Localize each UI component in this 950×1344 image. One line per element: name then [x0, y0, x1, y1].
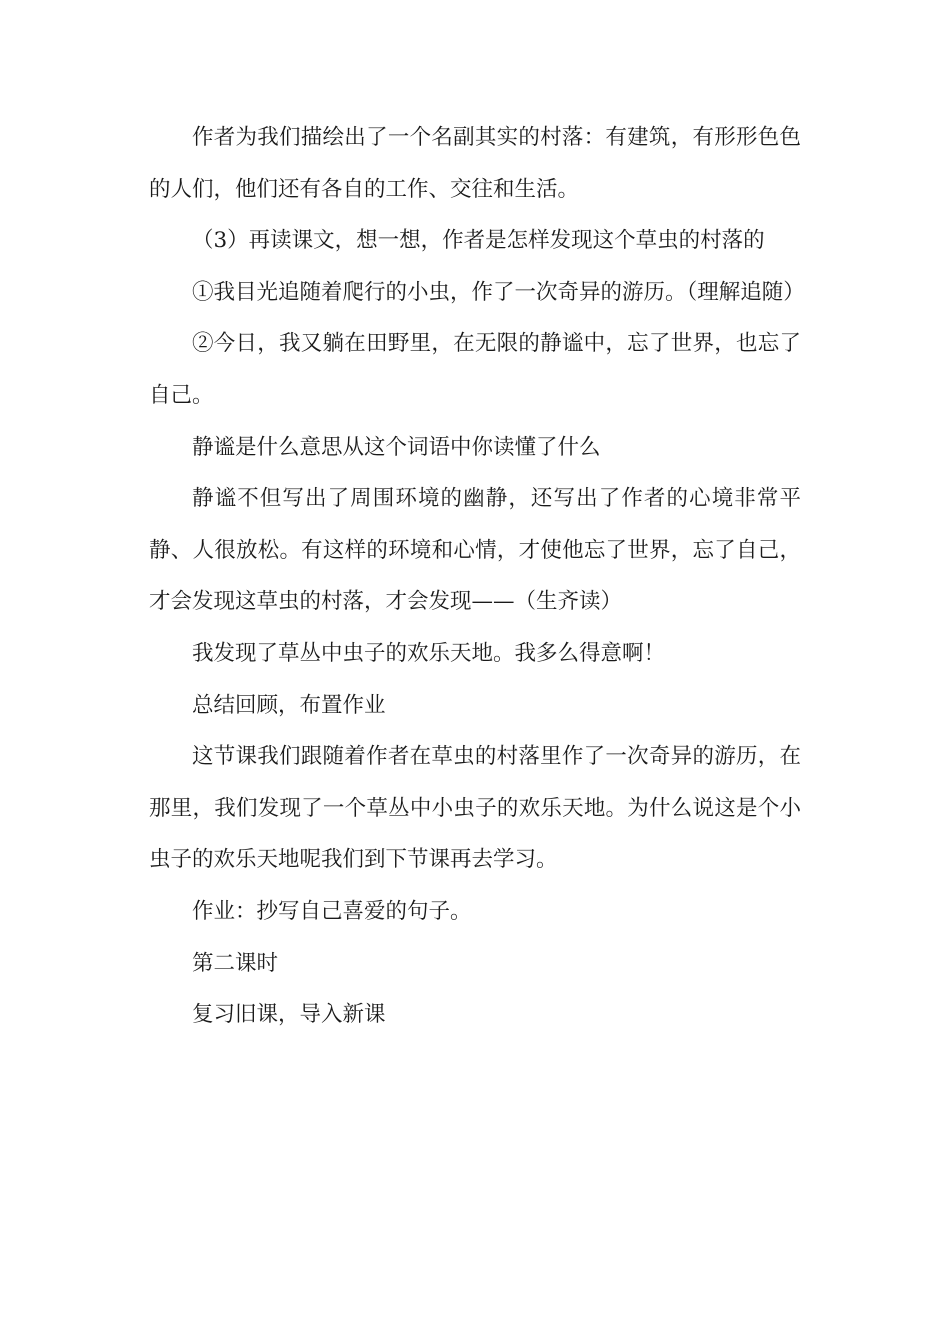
paragraph-2: （3）再读课文，想一想，作者是怎样发现这个草虫的村落的	[192, 228, 765, 254]
homework-line: 作业：抄写自己喜爱的句子。	[192, 898, 472, 924]
paragraph-3: ①我目光追随着爬行的小虫，作了一次奇异的游历。（理解追随）	[192, 279, 805, 305]
paragraph-5: 静谧是什么意思从这个词语中你读懂了什么	[192, 434, 601, 460]
section-heading-review: 复习旧课，导入新课	[192, 1002, 386, 1028]
paragraph-9: 这节课我们跟随着作者在草虫的村落里作了一次奇异的游历，在那里，我们发现了一个草丛中小虫子的欢乐天地。为什么说这是个小虫子的欢乐天地呢我们到下节课再去学习。	[149, 744, 801, 873]
lesson-heading: 第二课时	[192, 950, 279, 976]
section-heading-summary: 总结回顾，布置作业	[192, 692, 386, 718]
paragraph-4: ②今日，我又躺在田野里，在无限的静谧中，忘了世界，也忘了自己。	[149, 331, 801, 408]
paragraph-1: 作者为我们描绘出了一个名副其实的村落：有建筑，有形形色色的人们，他们还有各自的工作、交往和生活。	[149, 125, 801, 202]
paragraph-7: 我发现了草丛中虫子的欢乐天地。我多么得意啊！	[192, 640, 666, 666]
document-body	[149, 112, 805, 1041]
paragraph-6: 静谧不但写出了周围环境的幽静，还写出了作者的心境非常平静、人很放松。有这样的环境和心情，才使他忘了世界，忘了自己，才会发现这草虫的村落，才会发现——（生齐读）	[149, 486, 801, 615]
